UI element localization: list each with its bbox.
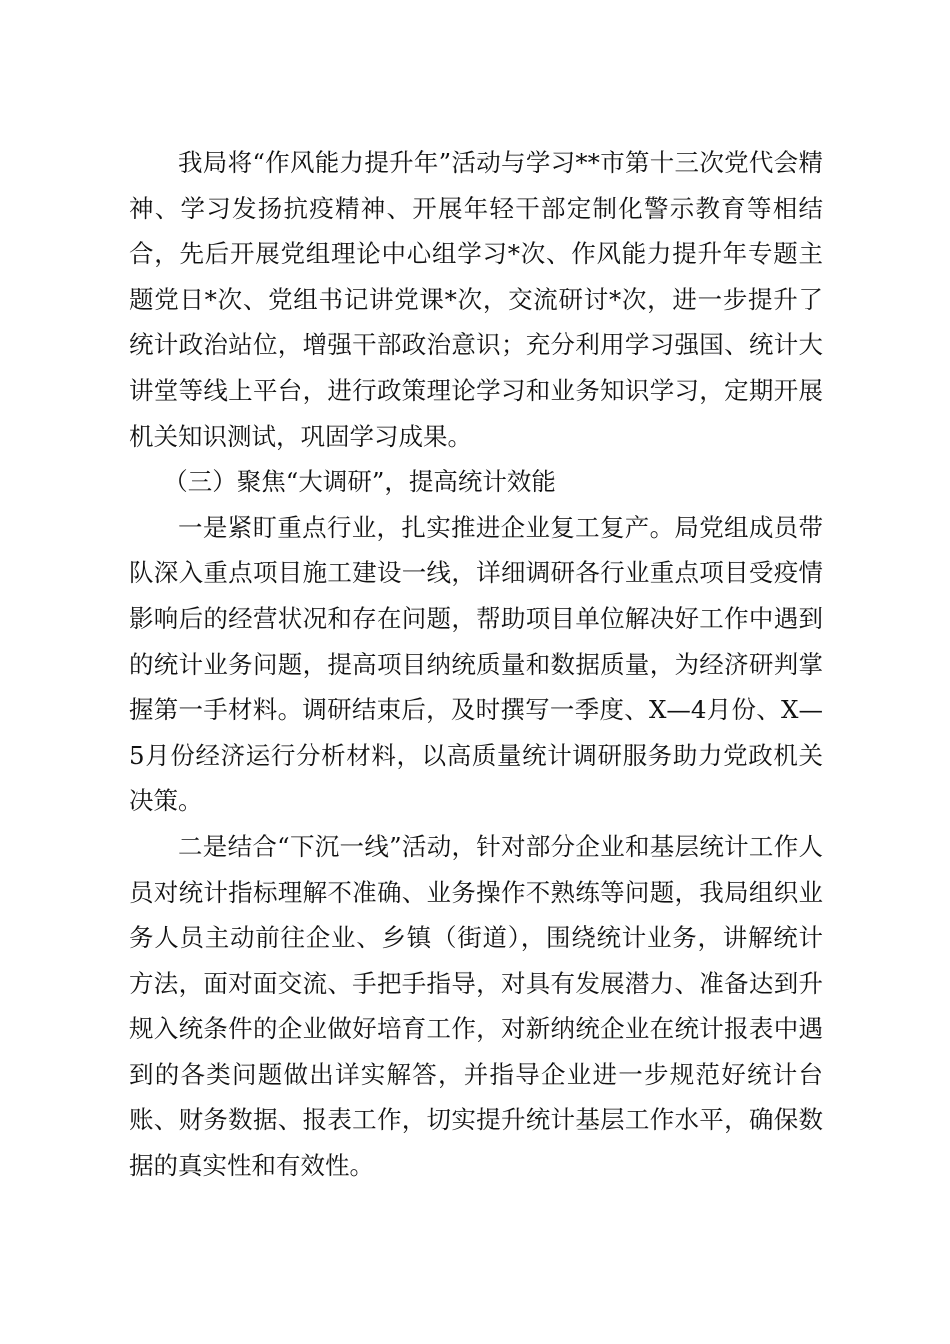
section-heading: （三）聚焦“大调研”，提高统计效能	[163, 467, 556, 497]
body-paragraph-1: 我局将“作风能力提升年”活动与学习**市第十三次党代会精神、学习发扬抗疫精神、开展年轻干部定制化警示教育等相结合，先后开展党组理论中心组学习*次、作风能力提升年专题主题党日*次、党组书记讲党课*次，交流研讨*次，进一步提升了统计政治站位，增强干部政治意识；充分利用学习强国、统计大讲堂等线上平台，进行政策理论学习和业务知识学习，定期开展机关知识测试，巩固学习成果。	[129, 148, 823, 451]
document-page	[129, 140, 823, 1189]
body-paragraph-3: 二是结合“下沉一线”活动，针对部分企业和基层统计工作人员对统计指标理解不准确、业务操作不熟练等问题，我局组织业务人员主动前往企业、乡镇（街道），围绕统计业务，讲解统计方法，面对面交流、手把手指导，对具有发展潜力、准备达到升规入统条件的企业做好培育工作，对新纳统企业在统计报表中遇到的各类问题做出详实解答，并指导企业进一步规范好统计台账、财务数据、报表工作，切实提升统计基层工作水平，确保数据的真实性和有效性。	[129, 831, 823, 1181]
body-paragraph-2: 一是紧盯重点行业，扎实推进企业复工复产。局党组成员带队深入重点项目施工建设一线，详细调研各行业重点项目受疫情影响后的经营状况和存在问题，帮助项目单位解决好工作中遇到的统计业务问题，提高项目纳统质量和数据质量，为经济研判掌握第一手材料。调研结束后，及时撰写一季度、X—4月份、X—5月份经济运行分析材料，以高质量统计调研服务助力党政机关决策。	[129, 512, 823, 816]
